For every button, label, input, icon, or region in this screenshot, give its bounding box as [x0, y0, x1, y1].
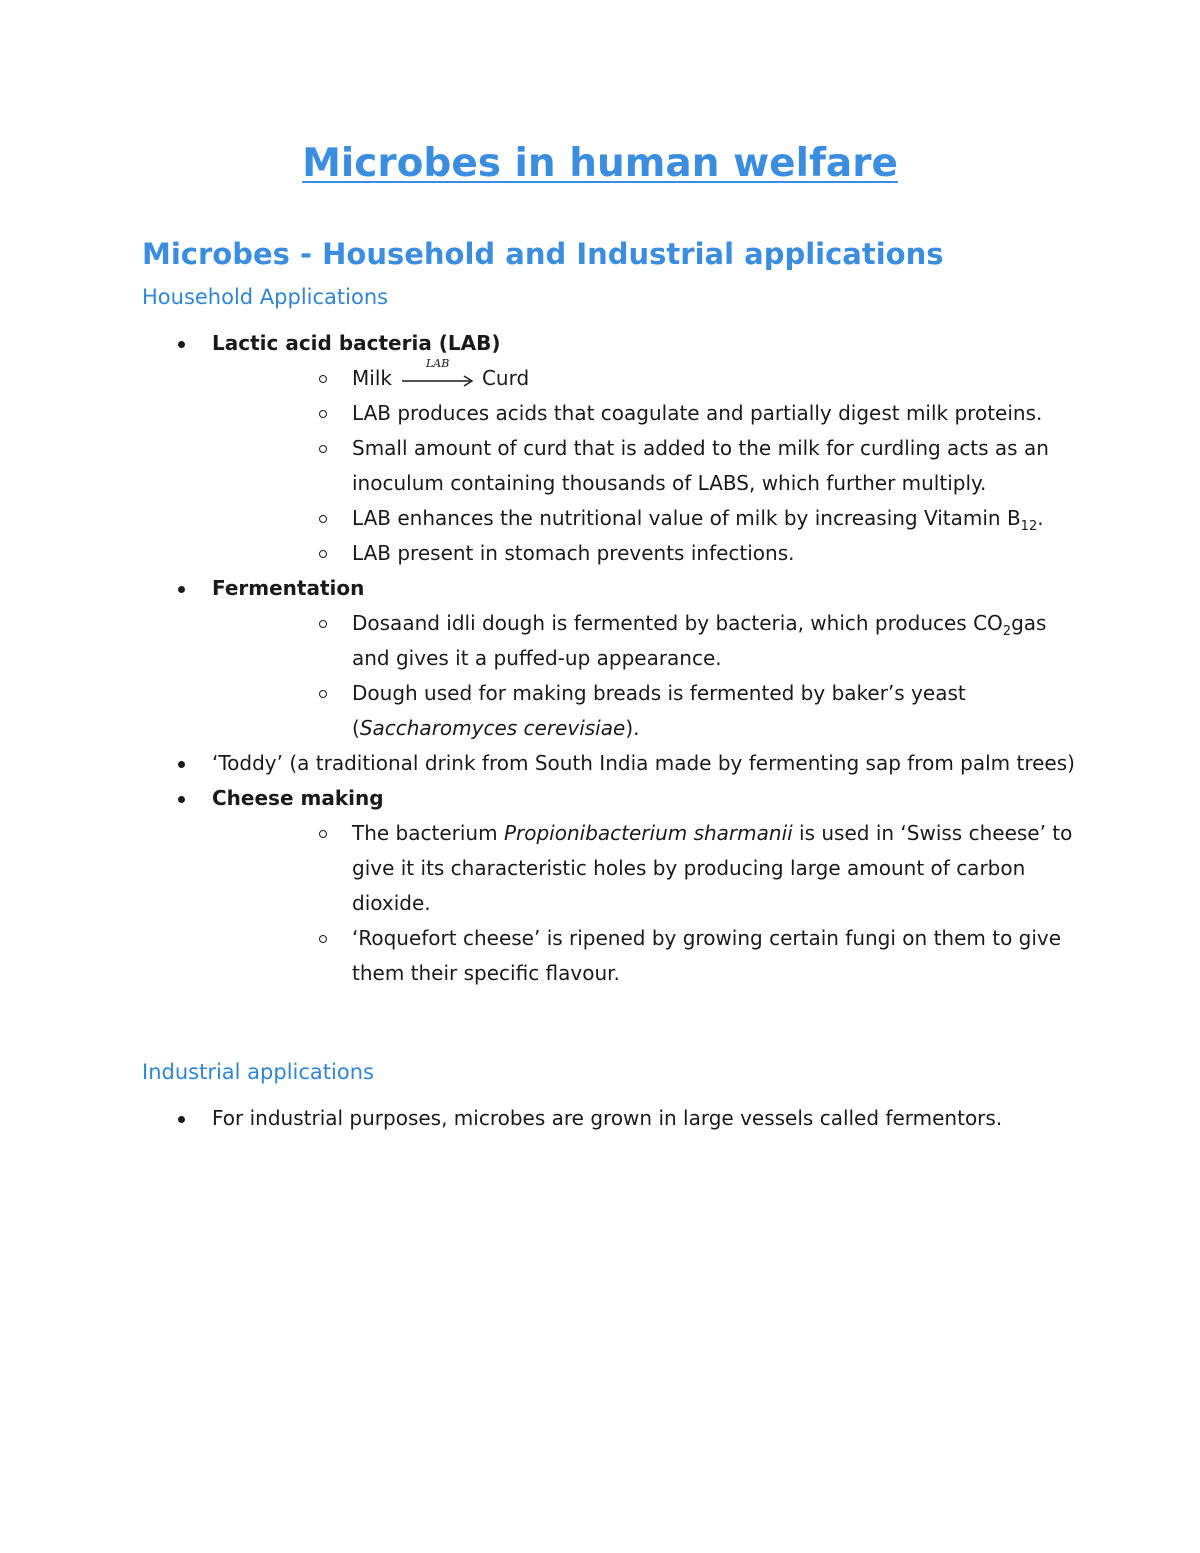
industrial-heading: Industrial applications — [142, 1060, 374, 1084]
sublist-item-text-after: . — [1037, 506, 1044, 530]
industrial-list — [142, 1101, 1082, 1136]
sublist-item — [212, 816, 1082, 921]
sublist-item — [212, 676, 1082, 746]
sublist-item — [212, 921, 1082, 991]
list-item-label: Cheese making — [212, 786, 384, 810]
sublist-item-text: ‘Roquefort cheese’ is ripened by growing certain fungi on them to give them their specific flavour. — [352, 926, 1062, 985]
reaction-arrow-icon — [400, 356, 478, 390]
household-list — [142, 326, 1082, 991]
sublist-item-text: LAB present in stomach prevents infections. — [352, 541, 795, 565]
reaction-equation — [352, 356, 530, 390]
list-item-label: Lactic acid bacteria (LAB) — [212, 331, 501, 355]
sublist — [212, 606, 1082, 746]
list-item-fermentation — [142, 571, 1082, 746]
bullet-icon — [178, 1116, 185, 1123]
sublist-item — [212, 431, 1082, 501]
sublist-item-text: Small amount of curd that is added to the milk for curdling acts as an inoculum containing thousands of LABS, which further multiply. — [352, 436, 1049, 495]
species-name: Saccharomyces cerevisiae — [359, 716, 626, 740]
sublist-item-text: LAB produces acids that coagulate and partially digest milk proteins. — [352, 401, 1043, 425]
sublist-item-text: The bacterium — [352, 821, 504, 845]
sublist-item-equation — [212, 356, 1082, 396]
sublist-item-text: Dough used for making breads is fermented by baker’s yeast ( — [352, 681, 966, 740]
ring-bullet-icon — [319, 620, 327, 628]
sublist-item — [212, 396, 1082, 431]
bullet-icon — [178, 341, 185, 348]
sublist-item-text: Dosaand idli dough is fermented by bacteria, which produces CO — [352, 611, 1003, 635]
bullet-icon — [178, 586, 185, 593]
sublist — [212, 816, 1082, 991]
list-item-label: ‘Toddy’ (a traditional drink from South India made by fermenting sap from palm trees) — [212, 751, 1075, 775]
document-title: Microbes in human welfare — [302, 141, 898, 186]
subscript: 12 — [1020, 519, 1038, 534]
ring-bullet-icon — [319, 515, 327, 523]
product: Curd — [481, 366, 530, 390]
sublist-item — [212, 501, 1082, 536]
sublist-item-text-after: is used in ‘Swiss cheese’ to give it its characteristic holes by producing large amount of carbon dioxide. — [352, 821, 1073, 915]
section-heading: Microbes - Household and Industrial applications — [142, 237, 944, 271]
ring-bullet-icon — [319, 410, 327, 418]
reactant: Milk — [352, 366, 392, 390]
list-item-label: For industrial purposes, microbes are grown in large vessels called fermentors. — [212, 1106, 1003, 1130]
household-heading: Household Applications — [142, 285, 389, 309]
bullet-icon — [178, 796, 185, 803]
sublist-item — [212, 606, 1082, 676]
list-item-cheese — [142, 781, 1082, 991]
ring-bullet-icon — [319, 935, 327, 943]
sublist-item-text-after: gas and gives it a puffed-up appearance. — [352, 611, 1047, 670]
sublist-item-text: LAB enhances the nutritional value of milk by increasing Vitamin B — [352, 506, 1021, 530]
arrow-label: LAB — [425, 356, 450, 370]
list-item-toddy — [142, 746, 1082, 781]
ring-bullet-icon — [319, 830, 327, 838]
ring-bullet-icon — [319, 690, 327, 698]
ring-bullet-icon — [319, 445, 327, 453]
sublist-item-text-after: ). — [625, 716, 640, 740]
bullet-icon — [178, 761, 185, 768]
sublist — [212, 356, 1082, 571]
ring-bullet-icon — [319, 550, 327, 558]
subscript: 2 — [1002, 624, 1012, 639]
ring-bullet-icon — [319, 375, 327, 383]
species-name: Propionibacterium sharmanii — [503, 821, 793, 845]
list-item-label: Fermentation — [212, 576, 365, 600]
list-item-fermentors — [142, 1101, 1082, 1136]
sublist-item — [212, 536, 1082, 571]
list-item-lab — [142, 326, 1082, 571]
